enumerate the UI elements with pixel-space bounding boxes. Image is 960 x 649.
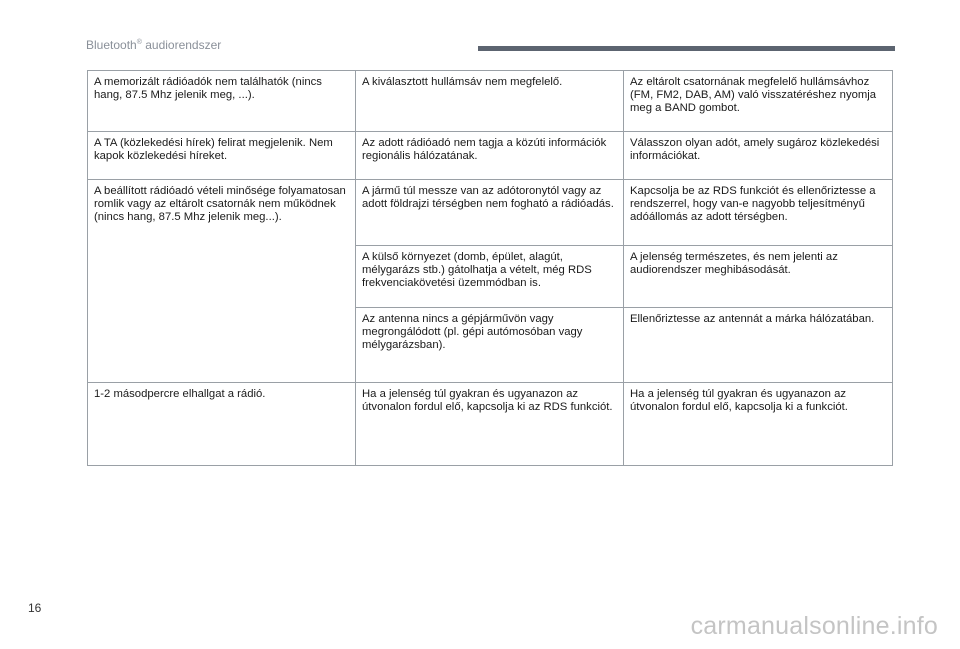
cause-cell: A külső környezet (domb, épület, alagút, mélygarázs stb.) gátolhatja a vételt, még RDS frekvenciakövetési üzemmódban is. <box>356 246 624 308</box>
page-number: 16 <box>28 601 42 615</box>
solution-cell: A jelenség természetes, és nem jelenti az audiorendszer meghibásodását. <box>624 246 893 308</box>
solution-cell: Kapcsolja be az RDS funkciót és ellenőriztesse a rendszerrel, hogy van-e nagyobb teljesítményű adóállomás az adott térségben. <box>624 180 893 246</box>
page-header-title <box>86 38 221 52</box>
table-row <box>88 132 893 180</box>
header-title-main: Bluetooth <box>86 38 137 52</box>
cause-cell: Az antenna nincs a gépjárművön vagy megrongálódott (pl. gépi autómosóban vagy mélygarázsban). <box>356 308 624 383</box>
header-title-rest: audiorendszer <box>141 38 222 52</box>
solution-cell: Válasszon olyan adót, amely sugároz közlekedési információkat. <box>624 132 893 180</box>
table-row <box>88 383 893 466</box>
problem-cell: A memorizált rádióadók nem találhatók (nincs hang, 87.5 Mhz jelenik meg, ...). <box>88 71 356 132</box>
solution-cell: Az eltárolt csatornának megfelelő hullámsávhoz (FM, FM2, DAB, AM) való visszatéréshez nyomja meg a BAND gombot. <box>624 71 893 132</box>
cause-cell: Ha a jelenség túl gyakran és ugyanazon az útvonalon fordul elő, kapcsolja ki az RDS funkciót. <box>356 383 624 466</box>
solution-cell: Ha a jelenség túl gyakran és ugyanazon az útvonalon fordul elő, kapcsolja ki a funkciót. <box>624 383 893 466</box>
table-row <box>88 71 893 132</box>
cause-cell: A jármű túl messze van az adótoronytól vagy az adott földrajzi térségben nem fogható a rádióadás. <box>356 180 624 246</box>
cause-cell: A kiválasztott hullámsáv nem megfelelő. <box>356 71 624 132</box>
problem-cell: A TA (közlekedési hírek) felirat megjelenik. Nem kapok közlekedési híreket. <box>88 132 356 180</box>
table-row <box>88 180 893 246</box>
troubleshooting-table <box>87 70 893 466</box>
cause-cell: Az adott rádióadó nem tagja a közúti információk regionális hálózatának. <box>356 132 624 180</box>
watermark-text: carmanualsonline.info <box>690 612 938 640</box>
header-divider-bar <box>478 46 895 51</box>
solution-cell: Ellenőriztesse az antennát a márka hálózatában. <box>624 308 893 383</box>
header-title-registered-mark: ® <box>136 39 142 46</box>
problem-cell: 1-2 másodpercre elhallgat a rádió. <box>88 383 356 466</box>
problem-cell: A beállított rádióadó vételi minősége folyamatosan romlik vagy az eltárolt csatornák nem működnek (nincs hang, 87.5 Mhz jelenik meg...). <box>88 180 356 383</box>
